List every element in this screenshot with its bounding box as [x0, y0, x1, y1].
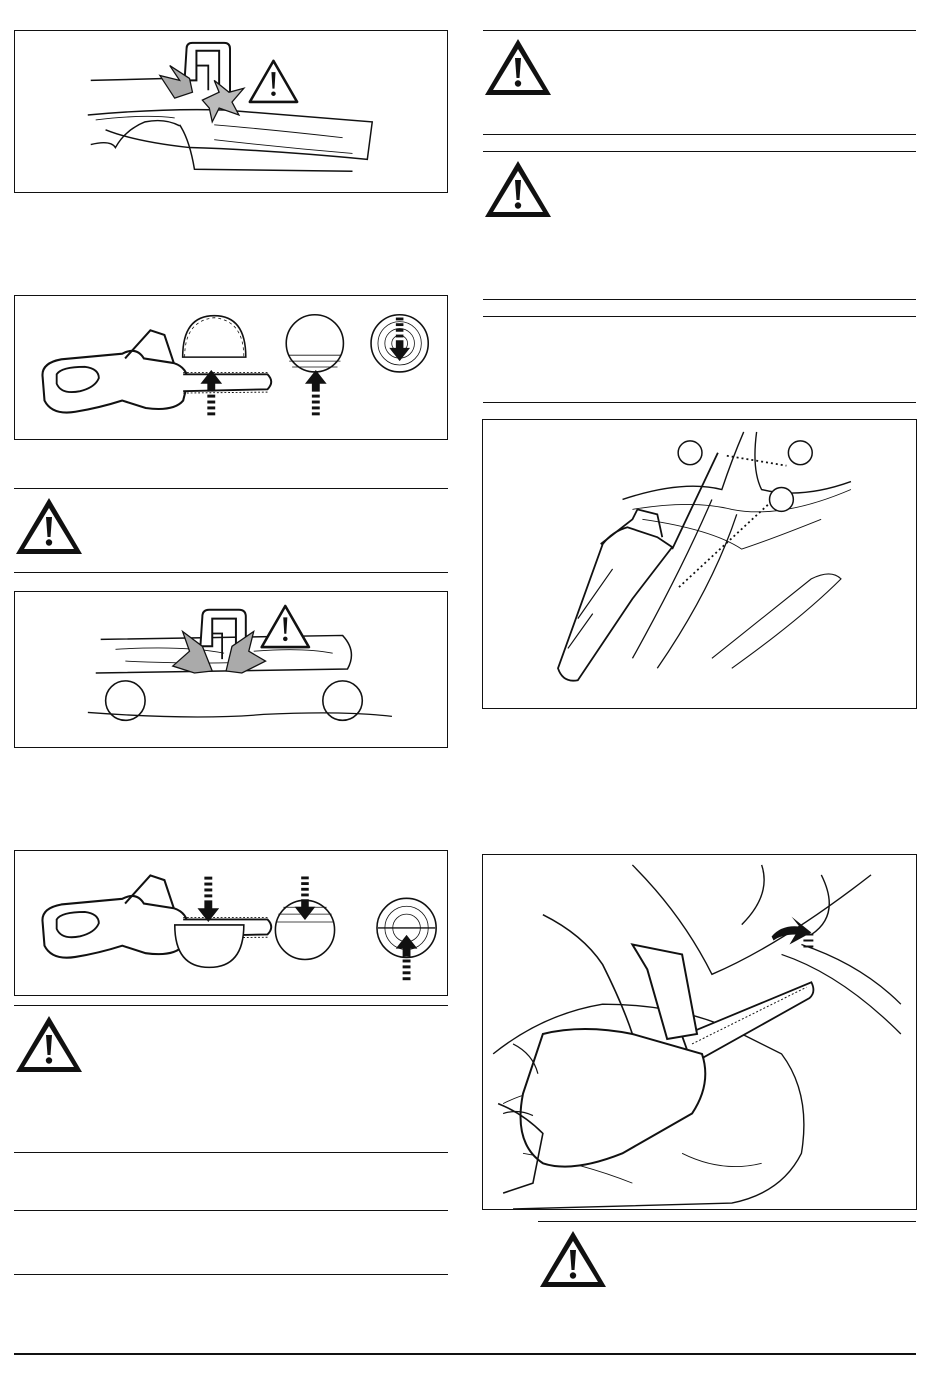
section-rule [483, 30, 916, 31]
section-rule [483, 151, 916, 152]
trimming-branch-figure [482, 854, 917, 1210]
warning-icon [13, 495, 85, 557]
section-rule [483, 299, 916, 300]
section-rule [538, 1221, 916, 1222]
pinch-log-on-supports-figure [14, 591, 448, 748]
warning-icon [537, 1228, 609, 1290]
warning-icon [13, 1013, 85, 1075]
warning-icon [482, 158, 554, 220]
cut-log-from-above-figure [14, 850, 448, 996]
section-rule [14, 572, 448, 573]
section-rule [483, 134, 916, 135]
branch-cutting-order-figure [482, 419, 917, 709]
page-footer-rule [14, 1353, 916, 1355]
section-rule [14, 1210, 448, 1211]
section-rule [14, 488, 448, 489]
section-rule [483, 316, 916, 317]
section-rule [14, 1005, 448, 1006]
cut-log-from-below-figure [14, 295, 448, 440]
section-rule [14, 1274, 448, 1275]
warning-icon [482, 36, 554, 98]
section-rule [14, 1152, 448, 1153]
section-rule [483, 402, 916, 403]
kickback-pinch-log-figure [14, 30, 448, 193]
